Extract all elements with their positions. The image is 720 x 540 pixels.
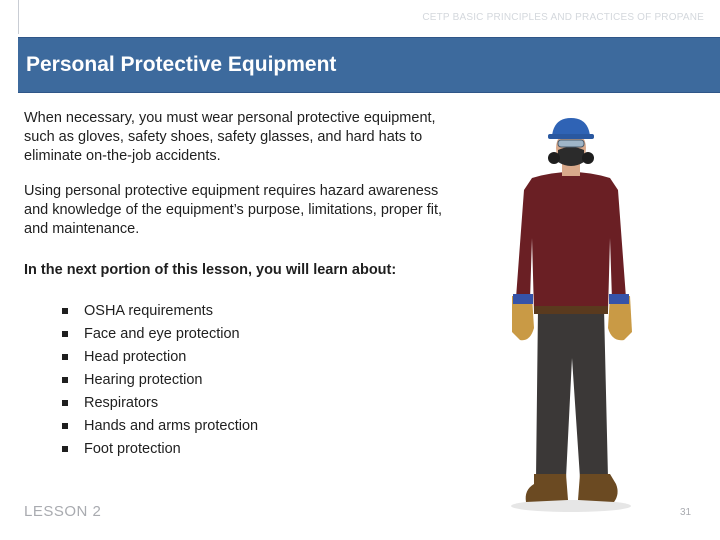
- right-glove-cuff: [609, 294, 629, 304]
- page-number: 31: [680, 507, 692, 518]
- bullet-icon: [62, 400, 68, 406]
- bullet-icon: [62, 308, 68, 314]
- intro-paragraph: When necessary, you must wear personal protective equipment, such as gloves, safety shoes, safety glasses, and hard hats to eliminate on-the-job accidents.: [24, 110, 436, 164]
- list-item: [62, 417, 258, 440]
- list-item: [62, 325, 258, 348]
- bullet-icon: [62, 423, 68, 429]
- hard-hat-icon: [552, 118, 590, 136]
- shirt: [516, 172, 626, 312]
- topic-list: [62, 302, 258, 463]
- topic-label: Head protection: [84, 349, 187, 365]
- list-item: [62, 394, 258, 417]
- list-item: [62, 440, 258, 463]
- bullet-icon: [62, 331, 68, 337]
- topic-label: Hands and arms protection: [84, 418, 259, 434]
- list-item: [62, 371, 258, 394]
- bullet-icon: [62, 446, 68, 452]
- left-filter-cartridge: [548, 152, 560, 164]
- lesson-label: LESSON 2: [24, 503, 102, 520]
- slide-title: Personal Protective Equipment: [26, 53, 337, 76]
- left-boot: [526, 474, 568, 502]
- respirator-icon: [558, 147, 584, 166]
- worker-in-ppe-illustration: [486, 118, 656, 518]
- hard-hat-brim: [548, 134, 594, 139]
- belt: [534, 306, 608, 314]
- pants: [536, 308, 608, 478]
- topic-label: Hearing protection: [84, 372, 203, 388]
- list-item: [62, 302, 258, 325]
- title-bar: [18, 37, 720, 93]
- awareness-paragraph: Using personal protective equipment requires hazard awareness and knowledge of the equipment’s purpose, limitations, proper fit, and maintenance.: [24, 183, 443, 237]
- left-glove-cuff: [513, 294, 533, 304]
- topic-label: Foot protection: [84, 441, 181, 457]
- course-title: CETP BASIC PRINCIPLES AND PRACTICES OF PROPANE: [422, 12, 704, 23]
- bullet-icon: [62, 354, 68, 360]
- right-filter-cartridge: [582, 152, 594, 164]
- list-item: [62, 348, 258, 371]
- topic-label: Face and eye protection: [84, 326, 240, 342]
- right-boot: [578, 474, 618, 502]
- bullet-icon: [62, 377, 68, 383]
- topic-label: Respirators: [84, 395, 159, 411]
- topic-label: OSHA requirements: [84, 303, 213, 319]
- topics-lead: In the next portion of this lesson, you will learn about:: [24, 262, 397, 278]
- safety-glasses-icon: [558, 140, 584, 147]
